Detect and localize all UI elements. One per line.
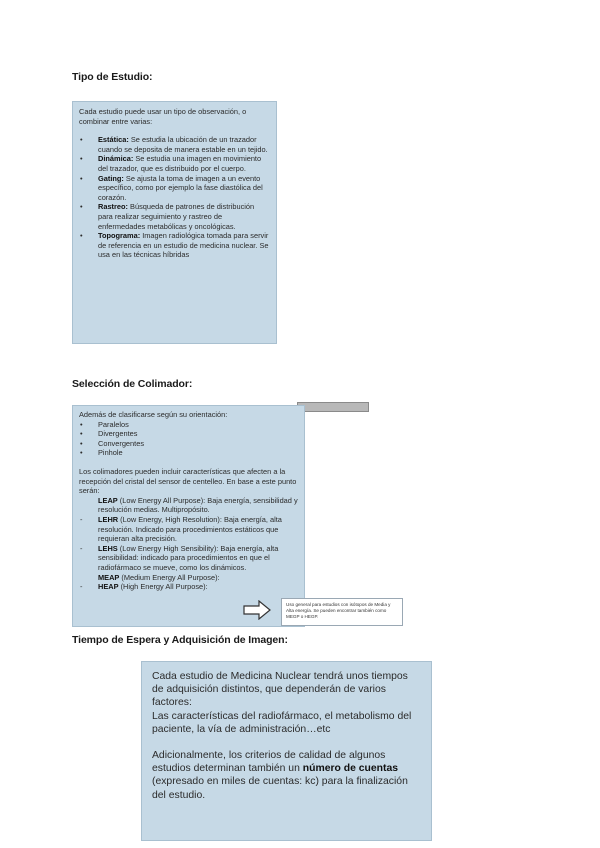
list-item: - LEHS (Low Energy High Sensibility): Baja energía, alta sensibilidad: indicado para procedimientos en que el radiofármaco se mueve, como los dinámicos. — [79, 544, 298, 573]
list-item: • Pinhole — [79, 448, 298, 458]
tipo-list — [79, 135, 270, 260]
list-item: • Convergentes — [79, 439, 298, 449]
list-item: • Estática: Se estudia la ubicación de un trazador cuando se deposita de manera estable en un tejido. — [79, 135, 270, 154]
list-item: • Dinámica: Se estudia una imagen en movimiento del trazador, que es distribuido por el cuerpo. — [79, 154, 270, 173]
colimador-box — [72, 405, 305, 627]
list-item: MEAP (Medium Energy All Purpose): — [98, 572, 220, 582]
list-item: - LEHR (Low Energy, High Resolution): Baja energía, alta resolución. Indicado para procedimientos estáticos que requieran alta precisión. — [79, 515, 298, 544]
gray-tab-decoration — [297, 402, 369, 412]
colimador-intro: Además de clasificarse según su orientación: — [79, 410, 228, 419]
right-arrow-icon — [243, 600, 271, 620]
list-item: • Topograma: Imagen radiológica tomada para servir de referencia en un estudio de medicina nuclear. Se usa en las técnicas híbridas — [79, 231, 270, 260]
list-item: • Paralelos — [79, 420, 298, 430]
list-item: • Divergentes — [79, 429, 298, 439]
section-title-tiempo: Tiempo de Espera y Adquisición de Imagen: — [72, 634, 288, 646]
tiempo-paragraph-2: Las características del radiofármaco, el metabolismo del paciente, la vía de administración…etc — [152, 710, 412, 735]
tipo-estudio-box — [72, 101, 277, 344]
tiempo-paragraph-1: Cada estudio de Medicina Nuclear tendrá unos tiempos de adquisición distintos, que dependerán de varios factores: — [152, 671, 408, 709]
tiempo-box — [141, 661, 432, 841]
list-item: - HEAP (High Energy All Purpose): — [79, 582, 298, 592]
section-title-tipo-estudio: Tipo de Estudio: — [72, 71, 153, 83]
list-item: • Rastreo: Búsqueda de patrones de distribución para realizar seguimiento y rastreo de enfermedades metabólicas y oncológicas. — [79, 202, 270, 231]
colimador-paragraph: Los colimadores pueden incluir características que afecten a la recepción del cristal del sensor de centelleo. En base a este punto serán: — [79, 466, 297, 496]
list-item: • Gating: Se ajusta la toma de imagen a un evento específico, como por ejemplo la fase diastólica del corazón. — [79, 174, 270, 203]
list-item: LEAP (Low Energy All Purpose): Baja energía, sensibilidad y resolución medias. Multipropósito. — [98, 495, 298, 515]
tipo-intro: Cada estudio puede usar un tipo de observación, o combinar entre varias: — [79, 107, 247, 126]
orientation-list — [79, 420, 298, 458]
tiempo-paragraph-3: Adicionalmente, los criterios de calidad de algunos estudios determinan también un número de cuentas (expresado en miles de cuentas: kc) para la finalización del estudio. — [152, 750, 408, 801]
side-note: Uso general para estudios con isótopos de Media y Alta energía. Se pueden encontrar también como MEGP o HEGP. — [281, 598, 403, 626]
collimator-types-list — [79, 496, 298, 592]
section-title-colimador: Selección de Colimador: — [72, 378, 193, 390]
